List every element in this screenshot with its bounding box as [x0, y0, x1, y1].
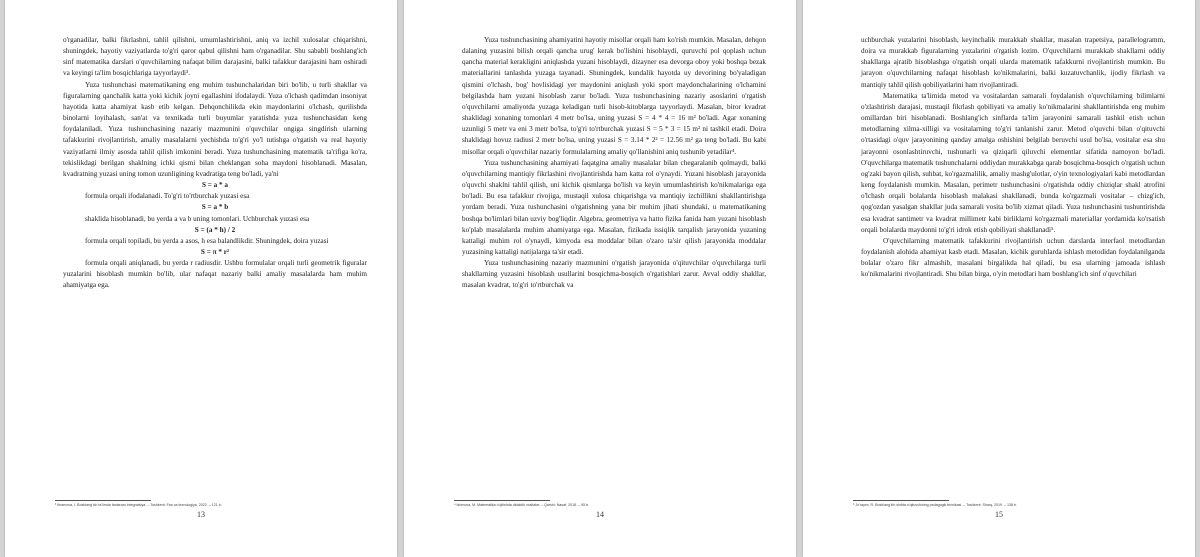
paragraph: uchburchak yuzalarini hisoblash, keyinchalik murakkab shakllar, masalan trapetsiya, parallelogramm, doira va murakkab figuralarning yuzalarini o'rgatish lozim. O'quvchilarni murakkab shakllarni oddiy shakllarga ajratib hisoblashga o'rgatish orqali ularda matematik tafakkurni rivojlantirish mumkin. Bu jarayon o'quvchilarning nafaqat hisoblash ko'nikmalarini, balki kuzatuvchanlik, ijodiy fikrlash va mantiqiy tahlil qilish qobiliyatlarini ham rivojlantiradi. — [861, 36, 1165, 89]
paragraph: Yuza tushunchasining ahamiyati faqatgina amaliy masalalar bilan chegaralanib qolmaydi, balki o'quvchilarning mantiqiy fikrlashini rivojlantirishda ham katta rol o'ynaydi. Yuzani hisoblash jarayonida o'quvchi shaklni tahlil qilish, uni kichik qismlarga bo'lish va keyin umumlashtirish ko'nikmalariga ega bo'ladi. Bu esa tafakkur rivojiga, mustaqil xulosa chiqarishga va mantiqiy izchillikni shakllantirishga yordam beradi. Yuza tushunchasini o'rgatishning yana bir muhim jihati shundaki, u matematikaning boshqa bo'limlari bilan uzviy bog'liqdir. Algebra, geometriya va hatto fizika fanida ham yuzani hisoblash ko'plab masalalarda muhim ahamiyatga ega. Masalan, fizikada issiqlik tarqalish jarayonida yuzaning kattaligi muhim rol o'ynaydi, kimyoda esa moddalar bilan o'zaro ta'sir qilish jarayonida moddalar yuzasining kattaligi natijalarga ta'sir etadi. — [462, 158, 766, 256]
paragraph: O'quvchilarning matematik tafakkurini rivojlantirish uchun darslarda interfaol metodlardan foydalanish alohida ahamiyat kasb etadi. Masalan, kichik guruhlarda ishlash metodidan foydalanilganda bolalar o'zaro fikr almashib, masalani birgalikda hal qiladi, bu esa ularning jamoada ishlash ko'nikmalarini rivojlantiradi. Shu bilan birga, o'yin metodlari ham boshlang'ich sinf o'quvchilari — [861, 236, 1165, 279]
page-14 — [404, 0, 796, 557]
formula: S = a * b — [201, 203, 229, 212]
paragraph: Yuza tushunchasining ahamiyatini hayotiy misollar orqali ham ko'rish mumkin. Masalan, dehqon dalaning yuzasini bilish orqali qancha urug' kerak bo'lishini hisoblaydi, quruvchi pol qoplash uchun qancha material kerakligini aniqlashda yuzani hisoblaydi, dizayner esa devorga oboy yoki boshqa bezak materiallarini tanlashda yuzaga tayanadi. Shuningdek, kundalik hayotda uy devorining bo'yaladigan qismini o'lchash, bog' hovlisidagi yer maydonini aniqlash yoki sport maydonchalarining o'lchamini belgilashda ham yuzani hisoblash zarur bo'ladi. Yuza tushunchasining nazariy asoslarini o'rgatish o'quvchilarni amaliyotda yuzaga keladigan turli hisob-kitoblarga tayyorlaydi. Masalan, biror kvadrat shaklidagi xonaning tomonlari 4 metr bo'lsa, uning yuzasi S = 4 * 4 = 16 m² bo'ladi. Agar xonaning uzunligi 5 metr va eni 3 metr bo'lsa, to'g'ri to'rtburchak yuzasi S = 5 * 3 = 15 m² ni tashkil etadi. Doira shaklidagi hovuz radiusi 2 metr bo'lsa, uning yuzasi S = 3.14 * 2² = 12.56 m² ga teng bo'ladi. Bu kabi misollar orqali o'quvchilar nazariy formulalarning amaliy qo'llanishini aniq tushunib yetadilar⁴. — [462, 36, 766, 156]
page-body — [462, 35, 766, 292]
formula: S = π * r² — [200, 247, 230, 256]
paragraph: formula orqali aniqlanadi, bu yerda r radiusdir. Ushbu formulalar orqali turli geometrik figuralar yuzalarini hisoblash mumkin bo'lib, ular nafaqat nazariy balki amaliy masalalarda ham muhim ahamiyatga ega. — [63, 259, 367, 290]
footnote-divider — [853, 500, 949, 501]
footnote: ³ Ibramova, I. Boshlang'ich ta'limda fanlararo integratsiya. – Toshkent: Fan va texnologiya, 2022. – 121 b. — [55, 503, 222, 507]
paragraph: formula orqali ifodalanadi. To'g'ri to'rtburchak yuzasi esa — [85, 192, 250, 201]
paragraph: formula orqali topiladi, bu yerda a asos, h esa balandlikdir. Shuningdek, doira yuzasi — [85, 236, 329, 245]
page-number: 14 — [596, 510, 604, 519]
paragraph: o'rganadilar, balki fikrlashni, tahlil qilishni, umumlashtirishni, aniq va izchil xulosalar chiqarishni, shuningdek, hayotiy vaziyatlarda to'g'ri qaror qabul qilishni ham o'rganadilar. Shu sababli boshlang'ich sinf matematika darslari o'quvchilarning nafaqat bilim darajasini, balki tafakkur darajasini ham oshiradi va keyingi ta'lim bosqichlariga tayyorlaydi³. — [63, 36, 367, 78]
footnote: ⁴ Ishmova, M. Matematika o'qitishda didaktik vositalar. – Qarshi: Nasaf, 2018. – 95 b. — [454, 503, 590, 507]
page-13 — [5, 0, 397, 557]
page-15 — [803, 0, 1195, 557]
paragraph: shaklida hisoblanadi, bu yerda a va b uning tomonlari. Uchburchak yuzasi esa — [85, 214, 310, 223]
paragraph: Yuza tushunchasining nazariy mazmunini o'rgatish jarayonida o'qituvchilar o'quvchilarga turli shakllarning yuzasini hisoblash usullarini bosqichma-bosqich o'rgatishlari zarur. Avval oddiy shakllar, masalan kvadrat, to'g'ri to'rtburchak va — [462, 259, 766, 290]
page-number: 15 — [995, 510, 1003, 519]
paragraph: Yuza tushunchasi matematikaning eng muhim tushunchalaridan biri bo'lib, u turli shakllar va figuralarning qanchalik katta yoki kichik joyni egallashini ifodalaydi. Yuza o'lchash qadimdan insoniyat hayotida katta ahamiyat kasb etib kelgan. Dehqonchilikda ekin maydonlarini o'lchash, qurilishda binolarni loyihalash, san'at va texnikada turli buyumlar yaratishda yuza tushunchasidan keng foydalaniladi. Yuza tushunchasining nazariy mazmunini o'quvchilar ongiga singdirish ularning tafakkurini rivojlantirish, amaliy masalalarni yechishda to'g'ri yo'l tutishga o'rgatish va real hayotiy vaziyatlarni ilmiy asosda tahlil qilish imkonini beradi. Yuza tushunchasining matematik ta'rifiga ko'ra, tekislikdagi berilgan shaklning ichki qismi bilan cheklangan soha maydoni hisoblanadi. Masalan, kvadratning yuzasi uning tomon uzunligining kvadratiga teng bo'ladi, ya'ni — [63, 80, 367, 178]
page-body — [63, 35, 367, 292]
formula: S = a * a — [201, 181, 229, 190]
page-number: 13 — [197, 510, 205, 519]
footnote: ⁵ Jo'rayev, R. Boshlang'ich sinfda o'qituvchining pedagogik texnikasi. – Toshkent: Sharq, 2019. – 138 b. — [853, 503, 1018, 507]
paragraph: Matematika ta'limida metod va vositalardan samarali foydalanish o'quvchilarning bilimlarni o'zlashtirish darajasi, mustaqil fikrlash qobiliyati va amaliy ko'nikmalarini shakllantirishda eng muhim omillardan biri hisoblanadi. Boshlang'ich sinflarda ta'lim jarayonini samarali tashkil etish uchun metodlarning xilma-xilligi va vositalarning to'g'ri tanlanishi zarur. Metod o'quvchi bilan o'qituvchi o'rtasidagi o'quv jarayonining qanday amalga oshishini belgilab beruvchi usul bo'lsa, vositalar esa shu jarayonni osonlashtiruvchi, tushunarli va qiziqarli qiluvchi elementlar sifatida namoyon bo'ladi. O'quvchilarga matematik tushunchalarni oddiydan murakkabga qarab bosqichma-bosqich o'rgatish uchun og'zaki bayon qilish, suhbat, ko'rgazmalilik, amaliy mashg'ulotlar, o'yin texnologiyalari kabi metodlardan keng foydalanish mumkin. Masalan, perimetr tushunchasini o'rgatishda oddiy chiziqlar shakl atrofini o'lchash orqali bolalarda hisoblash malakasi shakllanadi, bunda ko'rgazmali vositalar – chizg'ich, qog'ozdan yasalgan shakllar juda samarali vosita bo'lib xizmat qiladi. Yuza tushunchasini tushuntirishda esa kvadrat santimetr va kvadrat millimetr kabi birliklarni ko'rgazmali materiallar yordamida ko'rsatish orqali bolalarda maydonni to'g'ri idrok etish qobiliyati shakllanadi⁵. — [861, 91, 1165, 234]
formula: S = (a * h) / 2 — [194, 225, 236, 234]
footnote-divider — [55, 500, 151, 501]
page-body — [861, 35, 1165, 280]
footnote-divider — [454, 500, 550, 501]
